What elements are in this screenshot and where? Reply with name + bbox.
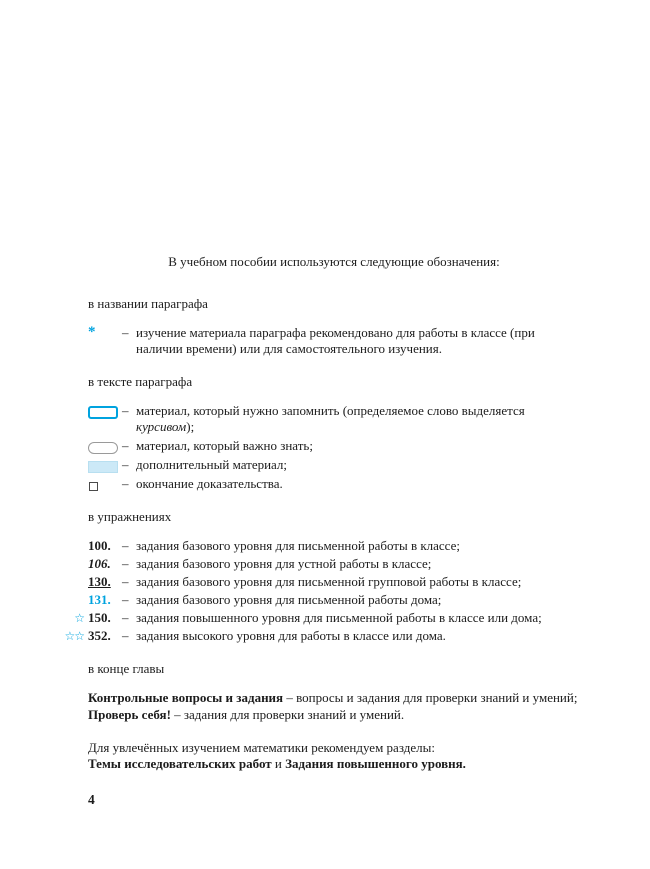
section-chapter-end [88,661,580,723]
marker-cell [88,438,122,454]
page-content [64,254,580,772]
marker-cell [88,476,122,492]
legend-text: задания базового уровня для устной работы в классе; [136,556,432,572]
dash: – [122,628,129,644]
dash: – [122,538,129,554]
legend-text: задания повышенного уровня для письменной работы в классе или дома; [136,610,542,626]
item-lead: Контрольные вопросы и задания [88,690,284,706]
footer-note-line2 [88,756,580,772]
item-text: – вопросы и задания для проверки знаний и умений; [283,690,578,706]
legend-text-italic: курсивом [136,419,187,434]
section-heading-exercises: в упражнениях [88,509,172,525]
legend-item [88,325,580,357]
legend-item [88,403,580,435]
exercise-legend-item [88,556,580,572]
dash: – [122,610,129,626]
footer-bold-topic2: Задания повышенного уровня. [285,756,466,772]
legend-text: задания базового уровня для письменной работы дома; [136,592,442,608]
section-heading-paragraph-text: в тексте параграфа [88,374,193,389]
dash: – [122,476,129,492]
page-number: 4 [88,792,95,807]
proof-end-square-icon [89,482,98,491]
section-exercises [64,509,580,644]
chapter-end-item [88,707,580,723]
dash: – [122,574,129,590]
legend-text-start: материал, который нужно запомнить (определяемое слово выделяется [136,403,525,418]
dash: – [122,438,129,453]
double-star-icon: ☆☆ [64,629,84,644]
chapter-end-item [88,690,580,706]
dash: – [122,325,129,340]
exercise-legend-item [88,574,580,590]
marker-cell [88,403,122,419]
legend-text-end: ); [186,419,195,434]
exercise-legend-item [88,592,580,608]
legend-text [136,403,580,435]
item-text: – задания для проверки знаний и умений. [170,707,405,723]
footer-note-line1: Для увлечённых изучением математики рекомендуем разделы: [88,740,435,756]
additional-material-box-icon [88,461,118,473]
section-paragraph-text [88,374,580,492]
exercise-legend-item [64,628,580,644]
legend-text: задания высокого уровня для работы в классе или дома. [136,628,446,644]
exercise-legend-item [74,610,580,626]
section-heading-chapter-end: в конце главы [88,661,165,677]
footer-note [88,740,580,772]
legend-text: задания базового уровня для письменной работы в классе; [136,538,460,554]
legend-item [88,457,580,473]
exercise-number: 131. [88,592,111,608]
memorize-box-icon [88,406,118,419]
marker-cell [88,457,122,473]
exercise-number: 106. [88,556,111,572]
dash: – [122,457,129,473]
legend-text: материал, который важно знать; [136,438,313,453]
exercise-legend-item [88,538,580,554]
legend-text: изучение материала параграфа рекомендовано для работы в классе (при наличии времени) или для самостоятельного изучения. [136,325,535,356]
legend-item [88,476,580,492]
legend-item [88,438,580,454]
section-heading-paragraph-name: в названии параграфа [88,296,208,311]
footer-bold-topic1: Темы исследовательских работ [88,756,272,772]
asterisk-icon: * [88,324,96,340]
exercise-number: 352. [88,628,111,644]
dash: – [122,556,129,572]
exercise-number: 100. [88,538,111,554]
legend-text: дополнительный материал; [136,457,288,473]
dash: – [122,403,129,418]
legend-text: окончание доказательства. [136,476,283,492]
star-icon: ☆ [74,611,84,626]
footer-plain: и [271,756,286,772]
exercise-number: 130. [88,574,111,590]
section-paragraph-name [88,296,580,357]
item-lead: Проверь себя! [88,707,171,723]
exercise-number: 150. [88,610,111,626]
page-title: В учебном пособии используются следующие обозначения: [168,254,500,269]
dash: – [122,592,129,608]
legend-text: задания базового уровня для письменной групповой работы в классе; [136,574,522,590]
important-oval-icon [88,442,118,454]
